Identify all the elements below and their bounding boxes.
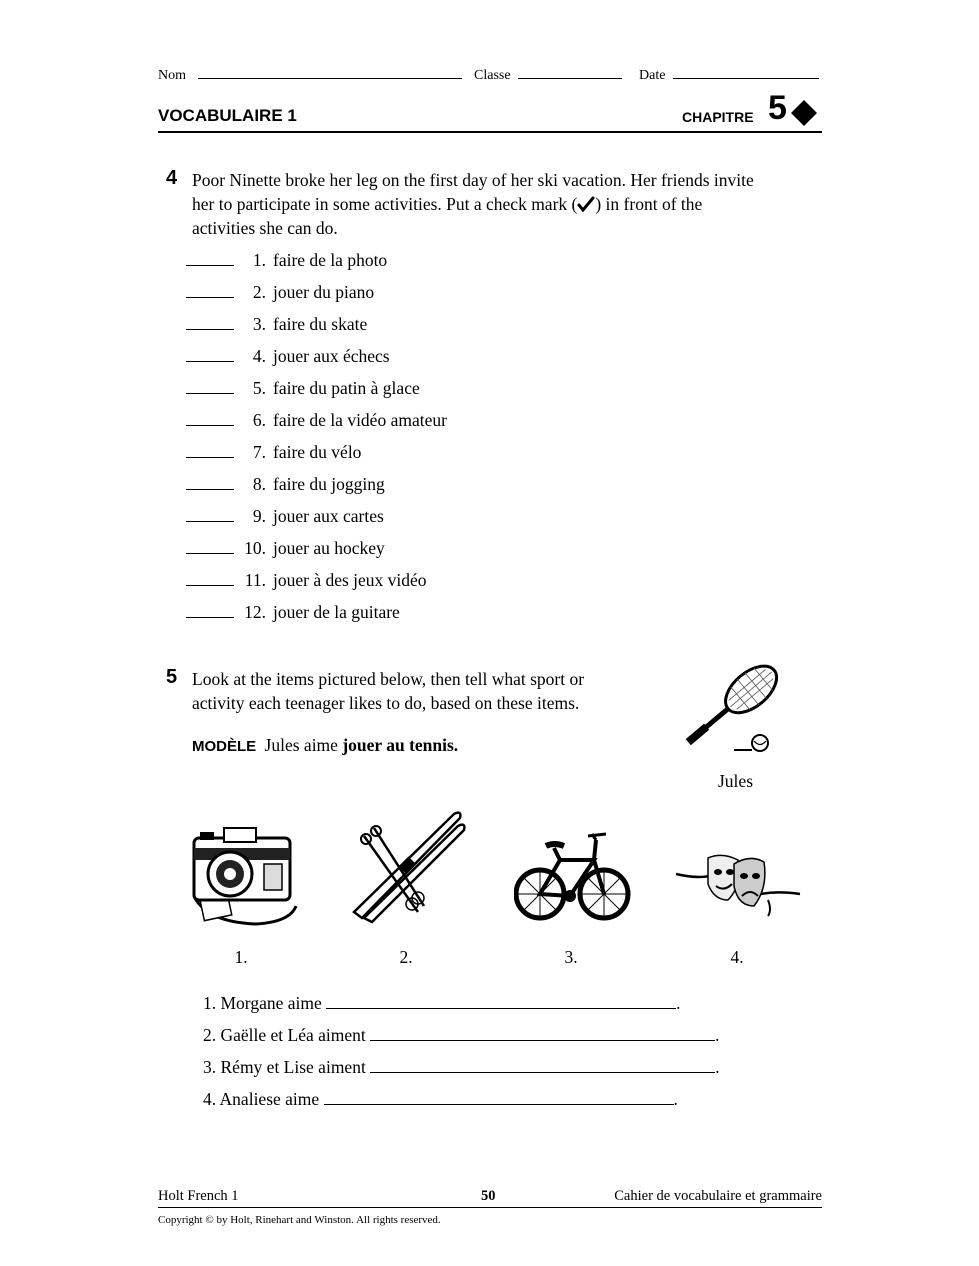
item-text: jouer aux échecs: [273, 346, 390, 366]
item-text: jouer à des jeux vidéo: [273, 570, 427, 590]
footer-book: Holt French 1: [158, 1188, 239, 1204]
model-text: Jules aime: [264, 735, 338, 755]
chapter-badge: [682, 89, 822, 128]
item-text: faire du skate: [273, 314, 368, 334]
answer-end: .: [715, 1057, 720, 1077]
check-blank[interactable]: [186, 377, 234, 394]
item-number: 2.: [252, 282, 266, 302]
item-number: 3.: [252, 314, 266, 334]
chapter-label: CHAPITRE: [682, 109, 754, 125]
list-item: [186, 537, 385, 561]
instructions-line-2: [192, 192, 822, 216]
item-number: 7.: [252, 442, 266, 462]
exercise-4-instructions: [192, 168, 822, 240]
answer-blank[interactable]: [370, 1026, 715, 1041]
check-blank[interactable]: [186, 441, 234, 458]
check-blank[interactable]: [186, 473, 234, 490]
item-text: faire du jogging: [273, 474, 385, 494]
check-blank[interactable]: [186, 249, 234, 266]
list-item: [186, 249, 387, 273]
check-blank[interactable]: [186, 569, 234, 586]
item-number: 1.: [252, 250, 266, 270]
list-item: [186, 505, 384, 529]
item-number: 8.: [252, 474, 266, 494]
list-item: [186, 569, 427, 593]
nom-field[interactable]: [158, 66, 462, 84]
classe-blank[interactable]: [518, 66, 622, 79]
list-item: [186, 313, 367, 337]
item-number: 10.: [244, 538, 266, 558]
instructions-line-3: activities she can do.: [192, 218, 338, 238]
picture-caption: 1.: [234, 947, 248, 967]
item-text: jouer au hockey: [273, 538, 385, 558]
date-label: Date: [639, 68, 666, 83]
theater-masks-icon: [672, 850, 806, 920]
date-field[interactable]: [639, 66, 819, 84]
answer-prompt: Rémy et Lise aiment: [220, 1057, 366, 1077]
model-sentence: [192, 735, 458, 756]
answer-number: 1.: [203, 993, 217, 1013]
item-text: jouer de la guitare: [273, 602, 400, 622]
item-text: jouer aux cartes: [273, 506, 384, 526]
check-blank[interactable]: [186, 345, 234, 362]
answer-number: 2.: [203, 1025, 217, 1045]
item-text: faire du patin à glace: [273, 378, 420, 398]
classe-label: Classe: [474, 68, 511, 83]
answer-row: [203, 1025, 720, 1046]
item-number: 9.: [252, 506, 266, 526]
answer-row: [203, 1057, 720, 1078]
instructions-line-2a: her to participate in some activities. Put a check mark (: [192, 194, 578, 214]
nom-blank[interactable]: [198, 66, 462, 79]
item-number: 5.: [252, 378, 266, 398]
check-blank[interactable]: [186, 537, 234, 554]
item-text: faire du vélo: [273, 442, 362, 462]
skis-icon: [346, 808, 468, 924]
list-item: [186, 601, 400, 625]
header-rule: [158, 131, 822, 133]
picture-caption: 3.: [564, 947, 578, 967]
check-blank[interactable]: [186, 409, 234, 426]
item-text: faire de la photo: [273, 250, 388, 270]
list-item: [186, 409, 447, 433]
item-number: 12.: [244, 602, 266, 622]
list-item: [186, 473, 385, 497]
item-number: 6.: [252, 410, 266, 430]
nom-label: Nom: [158, 68, 186, 83]
camera-icon: [186, 826, 300, 930]
model-label: MODÈLE: [192, 738, 257, 755]
bicycle-icon: [514, 826, 632, 924]
classe-field[interactable]: [474, 66, 622, 84]
picture-caption: 4.: [730, 947, 744, 967]
model-name: Jules: [718, 771, 753, 791]
answer-blank[interactable]: [370, 1058, 715, 1073]
answer-end: .: [676, 993, 681, 1013]
answer-row: [203, 1089, 678, 1110]
ex5-instructions-line-2: activity each teenager likes to do, based on these items.: [192, 693, 580, 713]
answer-blank[interactable]: [326, 994, 676, 1009]
tennis-racket-icon: [668, 656, 794, 764]
exercise-4-number: 4: [166, 167, 178, 189]
model-answer: jouer au tennis.: [342, 735, 459, 755]
list-item: [186, 377, 420, 401]
footer-workbook: Cahier de vocabulaire et grammaire: [614, 1188, 822, 1204]
picture-caption: 2.: [399, 947, 413, 967]
answer-number: 4.: [203, 1089, 217, 1109]
instructions-line-2b: ) in front of the: [595, 194, 703, 214]
exercise-5-number: 5: [166, 666, 178, 688]
answer-blank[interactable]: [324, 1090, 674, 1105]
check-mark-icon: [577, 196, 595, 212]
ex5-instructions-line-1: Look at the items pictured below, then tell what sport or: [192, 669, 585, 689]
exercise-5-instructions: [192, 667, 652, 715]
check-blank[interactable]: [186, 313, 234, 330]
chapter-number: 5: [768, 89, 787, 127]
answer-prompt: Analiese aime: [219, 1089, 320, 1109]
list-item: [186, 345, 390, 369]
list-item: [186, 441, 361, 465]
answer-row: [203, 993, 681, 1014]
date-blank[interactable]: [673, 66, 819, 79]
diamond-icon: [790, 99, 818, 127]
copyright: Copyright © by Holt, Rinehart and Winston. All rights reserved.: [158, 1214, 441, 1226]
page-number: 50: [481, 1188, 496, 1204]
answer-prompt: Gaëlle et Léa aiment: [220, 1025, 366, 1045]
item-text: jouer du piano: [273, 282, 375, 302]
answer-end: .: [715, 1025, 720, 1045]
item-number: 4.: [252, 346, 266, 366]
answer-number: 3.: [203, 1057, 217, 1077]
answer-end: .: [673, 1089, 678, 1109]
item-number: 11.: [244, 570, 266, 590]
check-blank[interactable]: [186, 281, 234, 298]
section-title: VOCABULAIRE 1: [158, 106, 297, 125]
footer-rule: [158, 1207, 822, 1208]
answer-prompt: Morgane aime: [220, 993, 322, 1013]
check-blank[interactable]: [186, 505, 234, 522]
instructions-line-1: Poor Ninette broke her leg on the first day of her ski vacation. Her friends invite: [192, 170, 754, 190]
list-item: [186, 281, 374, 305]
item-text: faire de la vidéo amateur: [273, 410, 447, 430]
check-blank[interactable]: [186, 601, 234, 618]
